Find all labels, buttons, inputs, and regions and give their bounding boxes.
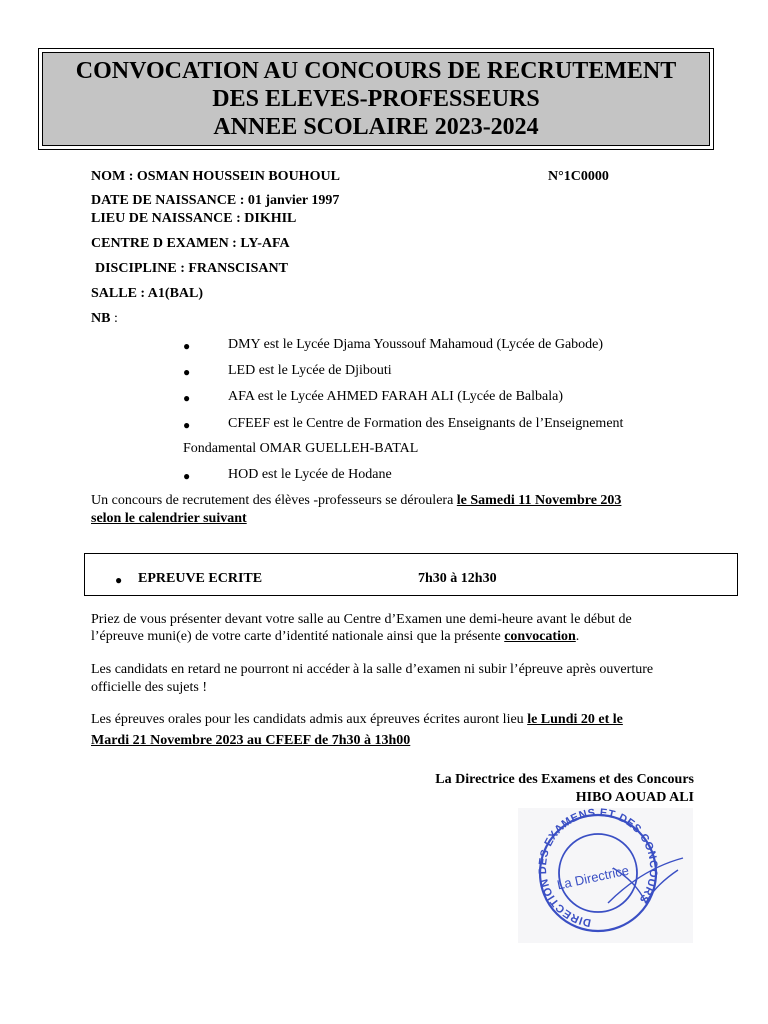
paragraph-3-date-1: le Lundi 20 et le <box>527 712 623 727</box>
candidate-name: NOM : OSMAN HOUSSEIN BOUHOUL <box>91 169 340 184</box>
birth-date: DATE DE NAISSANCE : 01 janvier 1997 <box>91 193 340 208</box>
exam-written-label: EPREUVE ECRITE <box>138 571 263 586</box>
nb-label <box>91 311 118 327</box>
nb-item-hod: HOD est le Lycée de Hodane <box>228 467 392 482</box>
intro-line-2 <box>91 511 247 527</box>
nb-colon: : <box>110 311 118 326</box>
paragraph-2-line-2: officielle des sujets ! <box>91 680 207 695</box>
candidate-number: N°1C0000 <box>548 169 609 184</box>
exam-room: SALLE : A1(BAL) <box>91 286 204 301</box>
nb-item-cfeef-continued: Fondamental OMAR GUELLEH-BATAL <box>183 441 419 456</box>
bullet-icon: ● <box>183 339 191 353</box>
stamp-ring-text: DIRECTION DES EXAMENS ET DES CONCOURS <box>536 808 660 929</box>
bullet-icon: ● <box>183 391 191 405</box>
paragraph-3-date-2: Mardi 21 Novembre 2023 au CFEEF de 7h30 à 13h00 <box>91 733 411 748</box>
paragraph-2-line-1: Les candidats en retard ne pourront ni accéder à la salle d’examen ni subir l’épreuve après ouverture <box>91 662 654 677</box>
paragraph-1-line-2 <box>91 629 579 645</box>
title-line-3: ANNEE SCOLAIRE 2023-2024 <box>213 114 539 140</box>
title-panel <box>42 52 710 146</box>
intro-line-1 <box>91 493 621 509</box>
title-line-1: CONVOCATION AU CONCOURS DE RECRUTEMENT <box>75 58 677 84</box>
paragraph-1-convocation: convocation <box>504 629 576 644</box>
nb-item-led: LED est le Lycée de Djibouti <box>228 363 392 378</box>
exam-written-time: 7h30 à 12h30 <box>418 571 497 586</box>
paragraph-3-line-1 <box>91 712 623 728</box>
nb-item-dmy: DMY est le Lycée Djama Youssouf Mahamoud (Lycée de Gabode) <box>228 337 604 352</box>
signature-name: HIBO AOUAD ALI <box>575 790 694 805</box>
intro-calendar: selon le calendrier suivant <box>91 511 247 526</box>
bullet-icon: ● <box>115 573 123 587</box>
paragraph-3-line-2 <box>91 733 410 749</box>
paragraph-1-text: l’épreuve muni(e) de votre carte d’identité nationale ainsi que la présente <box>91 629 505 644</box>
exam-schedule-box <box>84 553 738 596</box>
official-stamp <box>518 808 693 943</box>
nb-item-cfeef: CFEEF est le Centre de Formation des Enseignants de l’Enseignement <box>228 416 624 431</box>
nb-item-afa: AFA est le Lycée AHMED FARAH ALI (Lycée de Balbala) <box>228 389 564 404</box>
paragraph-1-end: . <box>575 629 580 644</box>
bullet-icon: ● <box>183 418 191 432</box>
bullet-icon: ● <box>183 469 191 483</box>
nb-label-text: NB <box>91 311 111 326</box>
bullet-icon: ● <box>183 365 191 379</box>
signature-title: La Directrice des Examens et des Concours <box>435 772 694 787</box>
birth-place: LIEU DE NAISSANCE : DIKHIL <box>91 211 297 226</box>
intro-text: Un concours de recrutement des élèves -professeurs se déroulera <box>91 493 457 508</box>
paragraph-1-line-1: Priez de vous présenter devant votre salle au Centre d’Examen une demi-heure avant le début de <box>91 612 632 627</box>
title-box <box>38 48 714 150</box>
exam-center: CENTRE D EXAMEN : LY-AFA <box>91 236 290 251</box>
title-line-2: DES ELEVES-PROFESSEURS <box>212 86 540 112</box>
discipline: DISCIPLINE : FRANSCISANT <box>95 261 288 276</box>
stamp-center-text: La Directrice <box>555 862 631 893</box>
intro-date: le Samedi 11 Novembre 203 <box>456 493 622 508</box>
paragraph-3-text: Les épreuves orales pour les candidats admis aux épreuves écrites auront lieu <box>91 712 528 727</box>
